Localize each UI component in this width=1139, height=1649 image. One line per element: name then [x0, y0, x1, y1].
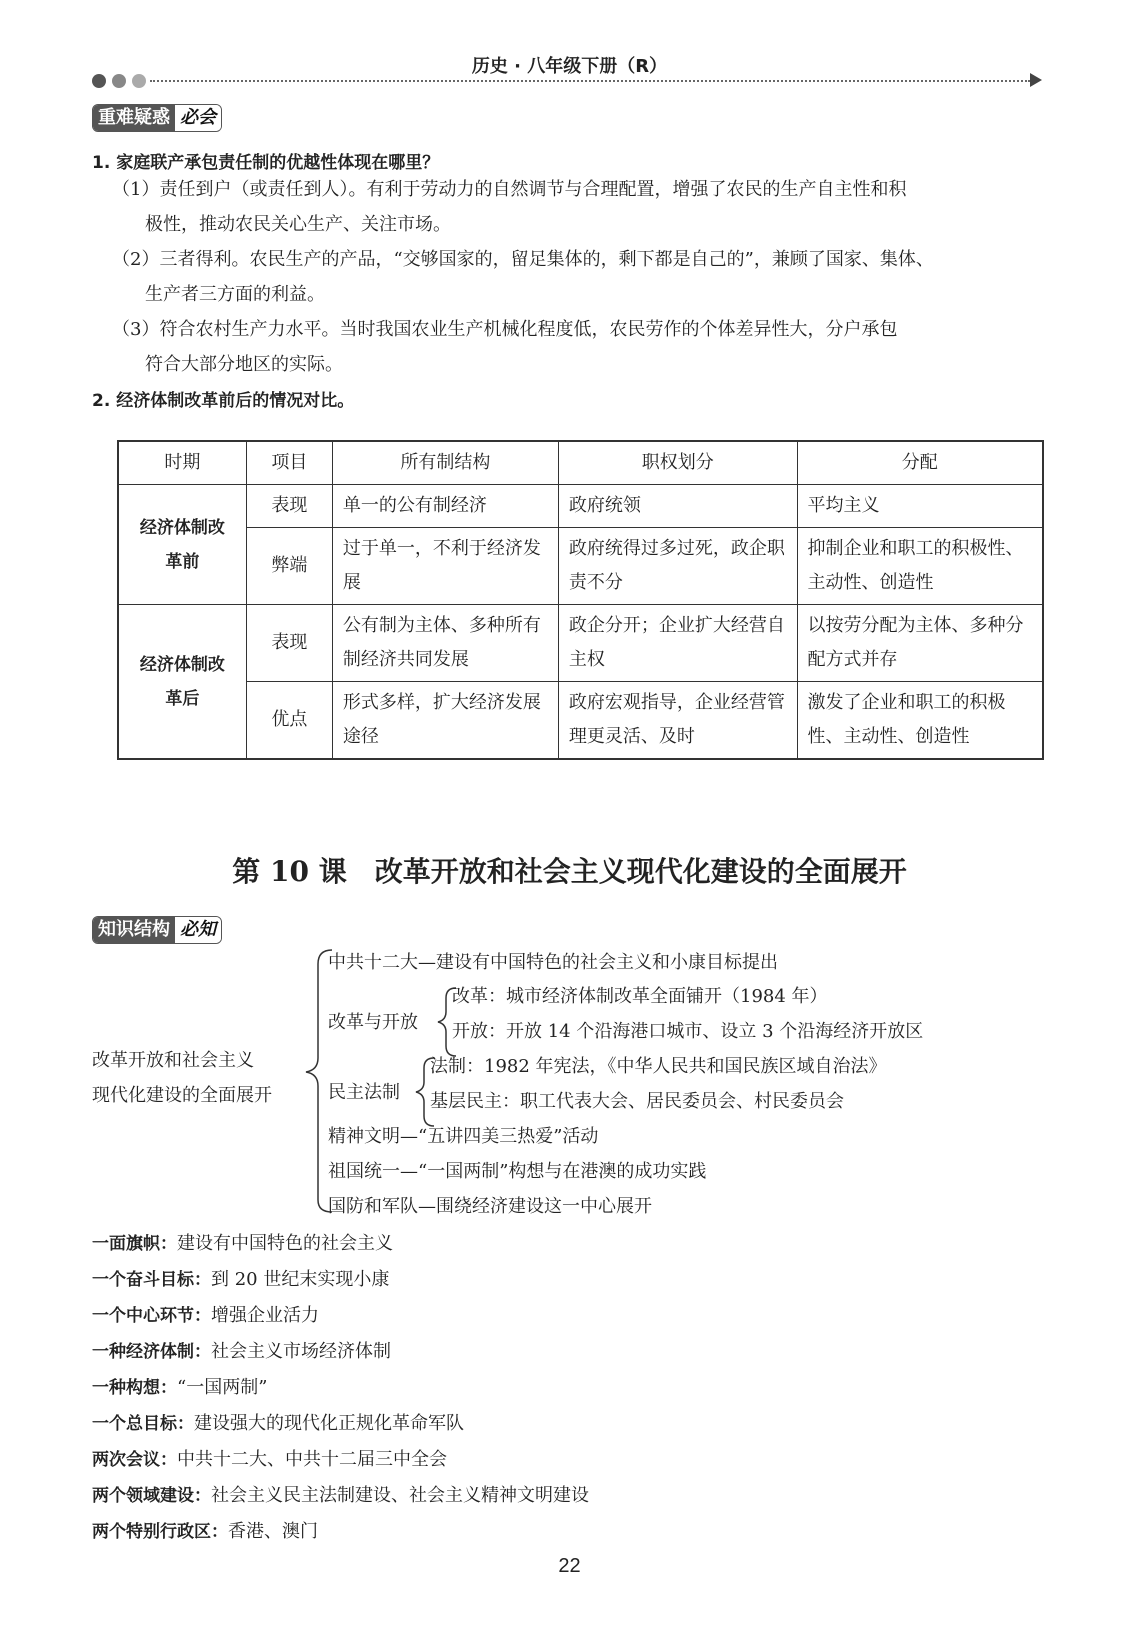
- summary-value: 香港、澳门: [228, 1521, 318, 1542]
- table-cell: 过于单一，不利于经济发展: [332, 528, 558, 605]
- summary-value: 增强企业活力: [211, 1305, 319, 1326]
- answer-line: 生产者三方面的利益。: [145, 284, 325, 305]
- summary-value: “一国两制”: [177, 1377, 268, 1398]
- summary-value: 社会主义市场经济体制: [211, 1341, 391, 1362]
- tag-label: 知识结构: [93, 917, 175, 943]
- structure-root-line2: 现代化建设的全面展开: [92, 1085, 272, 1106]
- table-cell: 抑制企业和职工的积极性、主动性、创造性: [797, 528, 1043, 605]
- summary-item: [92, 1478, 589, 1514]
- summary-item: [92, 1262, 589, 1298]
- summary-item: [92, 1442, 589, 1478]
- table-cell: 激发了企业和职工的积极性、主动性、创造性: [797, 682, 1043, 760]
- table-cell: 形式多样，扩大经济发展途径: [332, 682, 558, 760]
- branch-reunification: 祖国统一—“一国两制”构想与在港澳的成功实践: [328, 1161, 707, 1182]
- table-cell: 单一的公有制经济: [332, 485, 558, 528]
- summary-item: [92, 1298, 589, 1334]
- answer-line: （1）责任到户（或责任到人）。有利于劳动力的自然调节与合理配置，增强了农民的生产自主性和积: [112, 179, 907, 200]
- header-cell: 项目: [246, 441, 332, 485]
- branch-spiritual-civilization: 精神文明—“五讲四美三热爱”活动: [328, 1126, 599, 1147]
- period-cell: 经济体制改革后: [118, 605, 246, 760]
- table-cell: 表现: [246, 605, 332, 682]
- branch-reform: 改革：城市经济体制改革全面铺开（1984 年）: [452, 986, 828, 1007]
- header-cell: 分配: [797, 441, 1043, 485]
- summary-value: 到 20 世纪末实现小康: [211, 1269, 390, 1290]
- branch-defense: 国防和军队—围绕经济建设这一中心展开: [328, 1196, 652, 1217]
- summary-value: 社会主义民主法制建设、社会主义精神文明建设: [211, 1485, 589, 1506]
- tag-label: 重难疑惑: [93, 105, 175, 131]
- structure-root-line1: 改革开放和社会主义: [92, 1050, 254, 1071]
- tag-emphasis: 必知: [175, 917, 221, 943]
- question-1: 1. 家庭联产承包责任制的优越性体现在哪里？: [92, 153, 440, 173]
- summary-key: 两个特别行政区：: [92, 1522, 228, 1542]
- branch-legal-system: 法制：1982 年宪法，《中华人民共和国民族区域自治法》: [430, 1056, 887, 1077]
- summary-item: [92, 1514, 589, 1550]
- table-cell: 以按劳分配为主体、多种分配方式并存: [797, 605, 1043, 682]
- summary-list: [92, 1226, 589, 1550]
- table-cell: 政府统领: [558, 485, 797, 528]
- page-number: 22: [558, 1555, 581, 1577]
- summary-value: 中共十二大、中共十二届三中全会: [177, 1449, 447, 1470]
- summary-key: 一面旗帜：: [92, 1234, 177, 1254]
- branch-grassroots-democracy: 基层民主：职工代表大会、居民委员会、村民委员会: [430, 1091, 844, 1112]
- header-cell: 职权划分: [558, 441, 797, 485]
- running-header: 历史 · 八年级下册（R）: [471, 56, 668, 77]
- answer-line: 符合大部分地区的实际。: [145, 354, 343, 375]
- tag-emphasis: 必会: [175, 105, 221, 131]
- lesson-title: 第 10 课 改革开放和社会主义现代化建设的全面展开: [232, 855, 907, 888]
- summary-key: 两次会议：: [92, 1450, 177, 1470]
- summary-key: 一种经济体制：: [92, 1342, 211, 1362]
- branch-opening: 开放：开放 14 个沿海港口城市、设立 3 个沿海经济开放区: [452, 1021, 924, 1042]
- answer-line: （3）符合农村生产力水平。当时我国农业生产机械化程度低，农民劳作的个体差异性大，分户承包: [112, 319, 898, 340]
- period-cell: 经济体制改革前: [118, 485, 246, 605]
- header-cell: 所有制结构: [332, 441, 558, 485]
- branch-reform-opening: 改革与开放: [328, 1012, 418, 1033]
- summary-key: 一个总目标：: [92, 1414, 194, 1434]
- branch-party-congress: 中共十二大—建设有中国特色的社会主义和小康目标提出: [328, 952, 778, 973]
- table-cell: 弊端: [246, 528, 332, 605]
- summary-item: [92, 1406, 589, 1442]
- table-cell: 政府宏观指导，企业经营管理更灵活、及时: [558, 682, 797, 760]
- table-cell: 平均主义: [797, 485, 1043, 528]
- summary-item: [92, 1226, 589, 1262]
- header-cell: 时期: [118, 441, 246, 485]
- table-cell: 公有制为主体、多种所有制经济共同发展: [332, 605, 558, 682]
- question-2: 2. 经济体制改革前后的情况对比。: [92, 391, 355, 411]
- branch-democracy-law: 民主法制: [328, 1082, 400, 1103]
- summary-value: 建设强大的现代化正规化革命军队: [194, 1413, 464, 1434]
- summary-key: 一个中心环节：: [92, 1306, 211, 1326]
- summary-key: 一个奋斗目标：: [92, 1270, 211, 1290]
- summary-key: 两个领域建设：: [92, 1486, 211, 1506]
- summary-key: 一种构想：: [92, 1378, 177, 1398]
- table-cell: 政府统得过多过死，政企职责不分: [558, 528, 797, 605]
- table-cell: 政企分开；企业扩大经营自主权: [558, 605, 797, 682]
- table-cell: 优点: [246, 682, 332, 760]
- summary-item: [92, 1370, 589, 1406]
- summary-value: 建设有中国特色的社会主义: [177, 1233, 393, 1254]
- answer-line: （2）三者得利。农民生产的产品，“交够国家的，留足集体的，剩下都是自己的”，兼顾了国家、集体、: [112, 249, 934, 270]
- summary-item: [92, 1334, 589, 1370]
- table-cell: 表现: [246, 485, 332, 528]
- answer-line: 极性，推动农民关心生产、关注市场。: [145, 214, 451, 235]
